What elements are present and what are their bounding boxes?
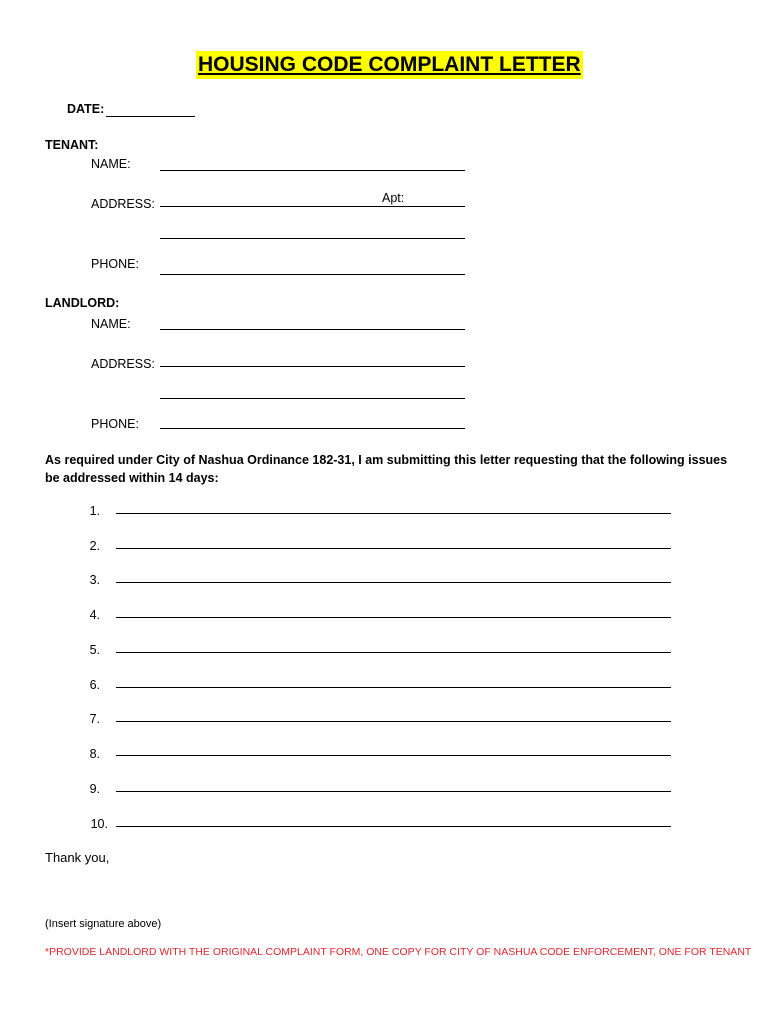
landlord-name-label: NAME:: [91, 317, 131, 331]
issue-field[interactable]: [116, 617, 671, 618]
tenant-name-field[interactable]: [160, 170, 465, 171]
tenant-heading: TENANT:: [45, 138, 99, 152]
issue-field[interactable]: [116, 687, 671, 688]
tenant-phone-label: PHONE:: [91, 257, 139, 271]
date-field[interactable]: [106, 116, 195, 117]
tenant-phone-field[interactable]: [160, 274, 465, 275]
issue-field[interactable]: [116, 582, 671, 583]
issue-number: 4.: [89, 608, 100, 622]
landlord-name-field[interactable]: [160, 329, 465, 330]
issue-field[interactable]: [116, 826, 671, 827]
landlord-phone-label: PHONE:: [91, 417, 139, 431]
issue-field[interactable]: [116, 755, 671, 756]
issue-field[interactable]: [116, 652, 671, 653]
distribution-notice: *PROVIDE LANDLORD WITH THE ORIGINAL COMPLAINT FORM, ONE COPY FOR CITY OF NASHUA CODE ENFORCEMENT, ONE FOR TENANT: [45, 946, 752, 958]
landlord-address-label: ADDRESS:: [91, 357, 155, 371]
form-title: HOUSING CODE COMPLAINT LETTER: [196, 51, 583, 79]
issue-number: 7.: [89, 712, 100, 726]
landlord-phone-field[interactable]: [160, 428, 465, 429]
issue-number: 10.: [90, 817, 108, 831]
landlord-heading: LANDLORD:: [45, 296, 120, 310]
issue-number: 8.: [89, 747, 100, 761]
tenant-address-line2-field[interactable]: [160, 238, 465, 239]
tenant-apt-label: Apt:: [382, 191, 405, 205]
request-paragraph: As required under City of Nashua Ordinance 182-31, I am submitting this letter requesting that the following issues be addressed within 14 days:: [45, 453, 728, 485]
issue-number: 2.: [89, 539, 100, 553]
tenant-address-field[interactable]: [160, 206, 382, 207]
tenant-apt-field[interactable]: [382, 206, 465, 207]
tenant-name-label: NAME:: [91, 157, 131, 171]
issue-field[interactable]: [116, 513, 671, 514]
issue-number: 6.: [89, 678, 100, 692]
landlord-address-field[interactable]: [160, 366, 465, 367]
landlord-address-line2-field[interactable]: [160, 398, 465, 399]
closing-text: Thank you,: [45, 850, 110, 865]
issue-field[interactable]: [116, 791, 671, 792]
date-label: DATE:: [67, 102, 105, 116]
issue-field[interactable]: [116, 548, 671, 549]
issue-field[interactable]: [116, 721, 671, 722]
tenant-address-label: ADDRESS:: [91, 197, 155, 211]
issue-number: 5.: [89, 643, 100, 657]
issue-number: 3.: [89, 573, 100, 587]
signature-note: (Insert signature above): [45, 918, 162, 930]
issue-number: 1.: [89, 504, 100, 518]
issue-number: 9.: [89, 782, 100, 796]
